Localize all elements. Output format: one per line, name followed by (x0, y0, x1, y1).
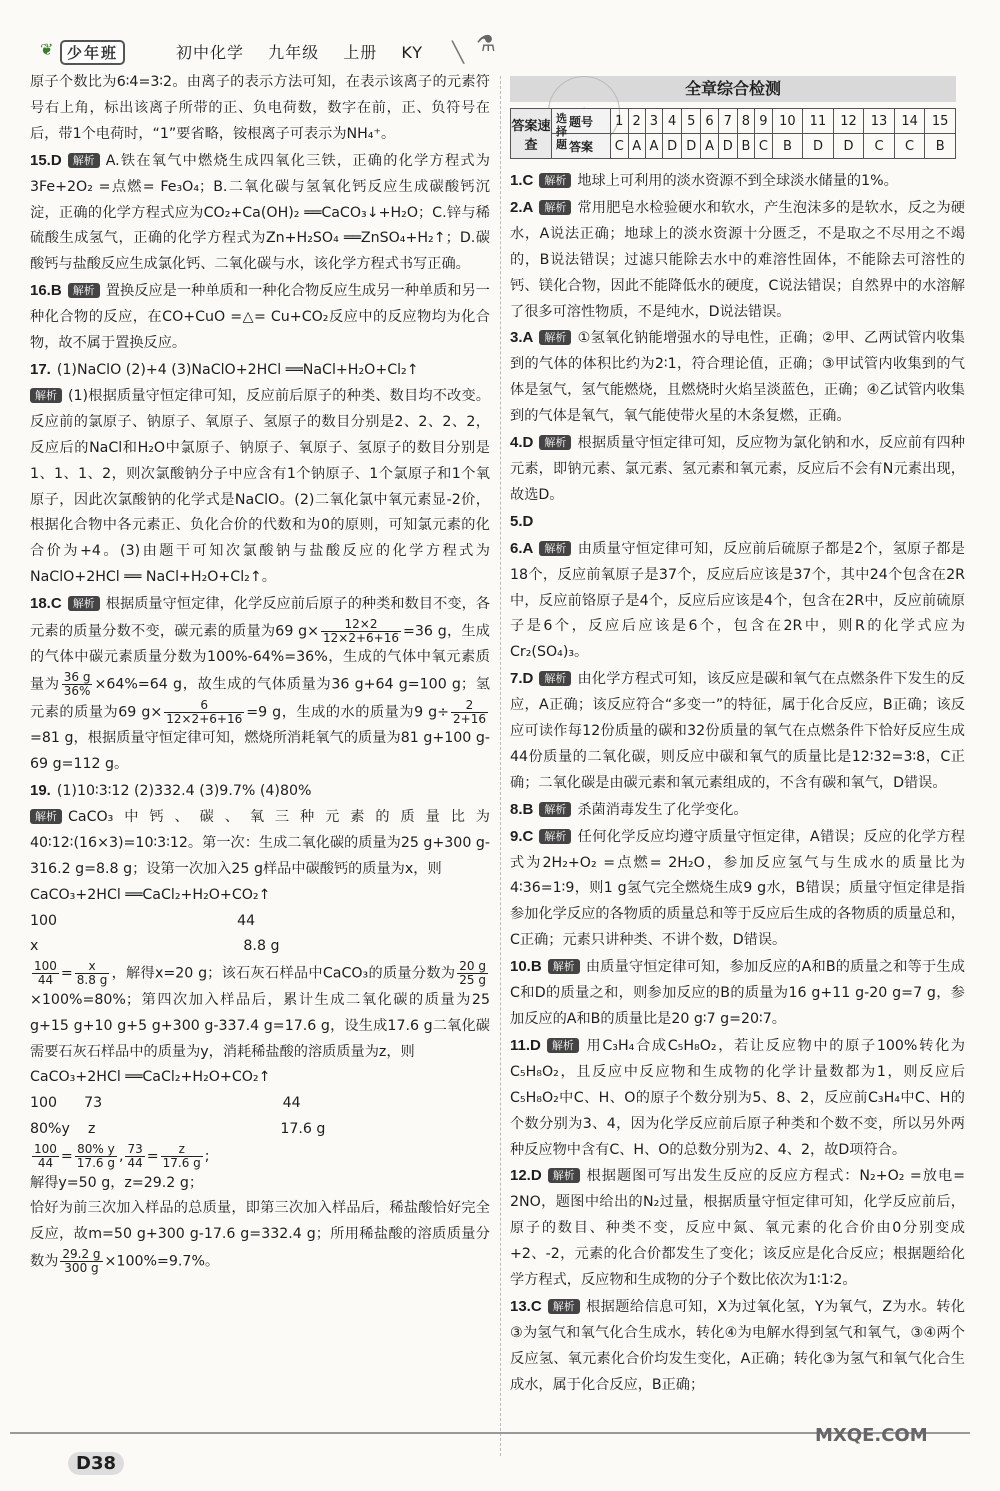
question-number: 19. (30, 781, 51, 799)
equation-masses: 100 44 (30, 912, 256, 929)
question-number: 15.D (30, 151, 62, 169)
section-label: 选择题 (556, 112, 567, 151)
brand-name: 少年班 (60, 40, 125, 65)
question-number: 13.C (510, 1297, 542, 1315)
page-header (0, 0, 1000, 72)
brand-logo (38, 34, 168, 66)
label-question-number: 题号 (552, 109, 611, 134)
fraction: $\frac{6}{12\times 2+6+16}$ (166, 697, 243, 726)
question-number: 2.A (510, 198, 534, 216)
column-divider (500, 76, 501, 1456)
slash-decoration-icon: ╲ (452, 40, 465, 64)
answer-text: (1)根据质量守恒定律可知，反应前后原子的种类、数目均不改变。反应前的氯原子、钠原子、氧原子、氢原子的数目分别是2、2、2、2，反应后的NaCl和H₂O中氯原子、钠原子、氧原子、氢原子的数目分别是1、1、1、2，则次氯酸钠分子中应含有1个钠原子、1个氯原子和1个氧原子，因此次氯酸钠的化学式是NaClO。(2)二氧化氯中氧元素显-2价，根据化合物中各元素正、负化合价的代数和为0的原则，可知氯元素的化合价为+4。(3)由题干可知次氯酸钠与盐酸反应的化学方程式为NaClO+2HCl ══ NaCl+H₂O+Cl₂↑。 (30, 387, 490, 586)
question-number: 16.B (30, 282, 62, 300)
analysis-tag: 解析 (539, 330, 571, 345)
question-number: 17. (30, 360, 51, 378)
equation: CaCO₃+2HCl ══CaCl₂+H₂O+CO₂↑ (30, 1069, 271, 1086)
question-number: 7.D (510, 670, 534, 688)
question-number: 1.C (510, 172, 534, 189)
analysis-tag: 解析 (539, 829, 571, 844)
page-number: D38 (68, 1452, 124, 1475)
question-number: 6.A (510, 539, 534, 557)
book-title (176, 40, 441, 63)
label-answer: 答案 (552, 134, 611, 159)
answer-text: =36 g，生成的气体中碳元素质量分数为100%-64%=36%，生成的气体中氧元素质量为 (30, 623, 490, 693)
equation: CaCO₃+2HCl ══CaCl₂+H₂O+CO₂↑ (30, 886, 271, 903)
analysis-tag: 解析 (547, 1038, 579, 1053)
answer-summary: (1)10∶3∶12 (2)332.4 (3)9.7% (4)80% (56, 782, 312, 799)
question-number: 10.B (510, 958, 542, 976)
answer-text: A.铁在氧气中燃烧生成四氧化三铁，正确的化学方程式为3Fe+2O₂ =点燃= Fe₃O₄；B.二氧化碳与氢氧化钙反应生成碳酸钙沉淀，正确的化学方程式应为CO₂+Ca(OH)₂ ══CaCO₃↓+H₂O；C.锌与稀硫酸生成氢气，正确的化学方程式为Zn+H₂SO₄ ══ZnSO₄+H₂↑；D.碳酸钙与盐酸反应生成氯化钙、二氧化碳与水，该化学方程式书写正确。 (30, 152, 490, 273)
leaf-icon: ❦ (40, 40, 54, 59)
answer-text: ，解得x=20 g；该石灰石样品中CaCO₃的质量分数为 (111, 965, 456, 982)
fraction: $\frac{z}{17.6 g}$ (162, 1142, 201, 1171)
fraction: $\frac{29.2 g}{300 g}$ (62, 1247, 101, 1276)
answer-text: 根据质量守恒定律，化学反应前后原子的种类和数目不变，各元素的质量分数不变，碳元素的质量为69 g× (30, 596, 490, 640)
fraction: $\frac{20 g}{25 g}$ (459, 959, 486, 988)
subject: 初中化学 (176, 43, 245, 62)
edition: KY (401, 43, 424, 62)
fraction: $\frac{36 g}{36\%}$ (63, 670, 91, 699)
answer-text: 根据题给信息可知，X为过氧化氢，Y为氧气，Z为水。转化③为氢气和氧气化合生成水，转化④为电解水得到氢气和氧气，③④两个反应氢、氧元素化合价均发生变化，A正确；转化③为氢气和氧气化合生成水，属于化合反应，B正确； (510, 1298, 965, 1393)
answer-text: 地球上可利用的淡水资源不到全球淡水储量的1%。 (577, 173, 898, 189)
answer-text: 根据质量守恒定律可知，反应物为氯化钠和水，反应前有四种元素，即钠元素、氯元素、氢元素和氧元素，反应后不会有N元素出现，故选D。 (510, 435, 965, 503)
volume: 上册 (343, 43, 378, 62)
analysis-tag: 解析 (539, 200, 571, 215)
analysis-tag: 解析 (539, 435, 571, 450)
fraction: $\frac{12\times 2}{12\times 2+6+16}$ (323, 617, 399, 646)
question-number: 8.B (510, 800, 534, 818)
fraction: $\frac{x}{8.8 g}$ (76, 959, 108, 988)
answer-text: 用C₃H₄合成C₅H₈O₂，若让反应物中的原子100%转化为C₅H₈O₂，且反应中反应物和生成物的化学计量数都为1，则反应后C₅H₈O₂中C、H、O的原子个数分别为5、8、2，反应前C₃H₄中C、H的个数分别为3、4，因为化学反应前后原子种类和个数不变，所以另外两种反应物中含有C、H、O的总数分别为2、4、2，故D项符合。 (510, 1037, 965, 1158)
left-column: 原子个数比为6∶4=3∶2。由离子的表示方法可知，在表示该离子的元素符号右上角，标出该离子所带的正、负电荷数，数字在前，正、负符号在后，带1个电荷时，“1”要省略，铵根离子可表示为NH₄⁺。 15.D 解析 A.铁在氧气中燃烧生成四氧化三铁，正确的化学方程式为3Fe+2O₂ =点燃= Fe₃O₄；B.二氧化碳与氢氧化钙反应生成碳酸钙沉淀，正确的化学方程式应为CO₂+Ca(OH)₂ ══CaCO₃↓+H₂O；C.锌与稀硫酸生成氢气，正确的化学方程式为Zn+H₂SO₄ ══ZnSO₄+H₂↑；D.碳酸钙与盐酸反应生成氯化钙、二氧化碳与水，该化学方程式书写正确。 16.B 解析 置换反应是一种单质和一种化合物反应生成另一种单质和另一种化合物的反应，在CO+CuO =△= Cu+CO₂反应中的反应物均为化合物，故不属于置换反应。 17. (1)NaClO (2)+4 (3)NaClO+2HCl ══NaCl+H₂O+Cl₂↑ 解析 (1)根据质量守恒定律可知，反应前后原子的种类、数目均不改变。反应前的氯原子、钠原子、氧原子、氢原子的数目分别是2、2、2、2，反应后的NaCl和H₂O中氯原子、钠原子、氧原子、氢原子的数目分别是1、1、1、2，则次氯酸钠分子中应含有1个钠原子、1个氯原子和1个氧原子，因此次氯酸钠的化学式是NaClO。(2)二氧化氯中氧元素显-2价，根据化合物中各元素正、负化合价的代数和为0的原则，可知氯元素的化合价为+4。(3)由题干可知次氯酸钠与盐酸反应的化学方程式为NaClO+2HCl ══ NaCl+H₂O+Cl₂↑。 18.C 解析 根据质量守恒定律，化学反应前后原子的种类和数目不变，各元素的质量分数不变，碳元素的质量为69 g× $\frac{12\times 2}{12\times 2+6+16}$ =36 g，生成的气体中碳元素质量分数为100%-64%=36%，生成的气体中氧元素质量为 $\frac{36 g}{36\%}$ ×64%=64 g，故生成的气体质量为36 g+64 g=100 g；氢元素的质量为69 g× $\frac{6}{12\times 2+6+16}$ =9 g，生成的水的质量为9 g÷ $\frac{2}{2+16}$ =81 g，根据质量守恒定律可知，燃烧所消耗氧气的质量为81 g+100 g-69 g=112 g。 19. (1)10∶3∶12 (2)332.4 (3)9.7% (4)80% 解析 CaCO₃中钙、碳、氧三种元素的质量比为40∶12∶(16×3)=10∶3∶12。第一次：生成二氧化碳的质量为25 g+300 g-316.2 g=8.8 g；设第一次加入25 g样品中碳酸钙的质量为x，则 CaCO₃+2HCl ══CaCl₂+H₂O+CO₂↑ 100 44 x 8.8 g $\frac{100}{44}$ = $\frac{x}{8.8 g}$ ，解得x=20 g；该石灰石样品中CaCO₃的质量分数为 $\frac{20 g}{25 g}$ ×100%=80%；第四次加入样品后，累计生成二氧化碳的质量为25 g+15 g+10 g+5 g+300 g-337.4 g=17.6 g，设生成17.6 g二氧化碳需要石灰石样品中的质量为y，消耗稀盐酸的溶质质量为z，则 CaCO₃+2HCl ══CaCl₂+H₂O+CO₂↑ 100 73 44 80%y z 17.6 g $\frac{100}{44}$ = $\frac{80\% y}{17.6 g}$ , $\frac{73}{44}$ = $\frac{z}{17.6 g}$ ; 解得y=50 g，z=29.2 g； 恰好为前三次加入样品的总质量，即第三次加入样品后，稀盐酸恰好完全反应，故m=50 g+300 g-17.6 g=332.4 g；所用稀盐酸的溶质质量分数为 $\frac{29.2 g}{300 g}$ ×100%=9.7%。 (30, 70, 490, 1276)
question-number: 9.C (510, 827, 534, 845)
answer-summary: (1)NaClO (2)+4 (3)NaClO+2HCl ══NaCl+H₂O+Cl₂↑ (56, 361, 419, 378)
answer-text: 恰好为前三次加入样品的总质量，即第三次加入样品后，稀盐酸恰好完全反应，故m=50 g+300 g-17.6 g=332.4 g；所用稀盐酸的溶质质量分数为 (30, 1200, 490, 1270)
analysis-tag: 解析 (30, 809, 62, 824)
equation-values: 80%y z 17.6 g (30, 1121, 326, 1138)
analysis-tag: 解析 (539, 173, 571, 188)
answer-text: 常用肥皂水检验硬水和软水，产生泡沫多的是软水，反之为硬水，A说法正确；地球上的淡水资源十分匮乏，不是取之不尽用之不竭的，B说法错误；过滤只能除去水中的难溶性固体，不能除去可溶性的钙、镁化合物，因此不能降低水的硬度，C说法错误；自然界中的水溶解了很多可溶性物质，不是纯水，D说法错误。 (510, 199, 965, 320)
analysis-tag: 解析 (548, 1299, 580, 1314)
right-column (510, 168, 965, 1399)
equation-masses: 100 73 44 (30, 1095, 301, 1112)
answer-text: 解得y=50 g，z=29.2 g； (30, 1174, 204, 1191)
answer-text: ×100%=9.7%。 (104, 1253, 220, 1270)
analysis-tag: 解析 (539, 541, 571, 556)
analysis-tag: 解析 (548, 1168, 580, 1183)
question-number: 3.A (510, 329, 534, 347)
answer-text: ①氢氧化钠能增强水的导电性，正确；②甲、乙两试管内收集到的气体的体积比约为2∶1，符合理论值，正确；③甲试管内收集到的气体是氢气，氢气能燃烧，且燃烧时火焰呈淡蓝色，正确；④乙试管内收集到的气体是氧气，氧气能使带火星的木条复燃，正确。 (510, 330, 965, 425)
fraction: $\frac{73}{44}$ (127, 1142, 143, 1171)
continued-text: 原子个数比为6∶4=3∶2。由离子的表示方法可知，在表示该离子的元素符号右上角，标出该离子所带的正、负电荷数，数字在前，正、负符号在后，带1个电荷时，“1”要省略，铵根离子可表示为NH₄⁺。 (30, 74, 490, 142)
question-number: 4.D (510, 434, 534, 452)
answer-quick-check-table: 答案速查 题号 1 2 3 4 5 6 7 8 9 10 11 12 13 14 15 答案 C A A D D A D B C B D D C C B (510, 108, 956, 159)
equation-values: x 8.8 g (30, 938, 280, 955)
fraction: $\frac{80\% y}{17.6 g}$ (76, 1142, 115, 1171)
answer-text: CaCO₃中钙、碳、氧三种元素的质量比为40∶12∶(16×3)=10∶3∶12。第一次：生成二氧化碳的质量为25 g+300 g-316.2 g=8.8 g；设第一次加入25 g样品中碳酸钙的质量为x，则 (30, 808, 490, 877)
answer-text: 任何化学反应均遵守质量守恒定律，A错误；反应的化学方程式为2H₂+O₂ =点燃= 2H₂O，参加反应氢气与生成水的质量比为4∶36=1∶9，则1 g氢气完全燃烧生成9 g水，B错误；质量守恒定律是指参加化学反应的各物质的质量总和等于反应后生成的各物质的质量总和，C正确；元素只讲种类、不讲个数，D错误。 (510, 828, 965, 949)
analysis-tag: 解析 (68, 596, 100, 611)
analysis-tag: 解析 (539, 671, 571, 686)
answer-text: =81 g，根据质量守恒定律可知，燃烧所消耗氧气的质量为81 g+100 g-69 g=112 g。 (30, 730, 490, 773)
answer-text: ×64%=64 g，故生成的气体质量为36 g+64 g=100 g；氢元素的质量为69 g× (30, 676, 490, 721)
question-number: 18.C (30, 595, 62, 613)
answer-text: ×100%=80%；第四次加入样品后，累计生成二氧化碳的质量为25 g+15 g+10 g+5 g+300 g-337.4 g=17.6 g，设生成17.6 g二氧化碳需要石灰石样品中的质量为y，消耗稀盐酸的溶质质量为z，则 (30, 991, 490, 1060)
answer-text: =9 g，生成的水的质量为9 g÷ (246, 704, 450, 721)
analysis-tag: 解析 (68, 153, 100, 168)
answer-text: 杀菌消毒发生了化学变化。 (577, 801, 748, 818)
question-number: 12.D (510, 1167, 542, 1185)
answer-text: 由化学方程式可知，该反应是碳和氧气在点燃条件下发生的反应，A正确；该反应符合“多变一”的特征，属于化合反应，B正确；该反应可读作每12份质量的碳和32份质量的氧气在点燃条件下恰好反应生成44份质量的二氧化碳，则反应中碳和氧气的质量比是12∶32=3∶8，C正确；二氧化碳是由碳元素和氧元素组成的，不含有碳和氧气，D错误。 (510, 671, 965, 791)
analysis-tag: 解析 (539, 802, 571, 817)
section-title: 全章综合检测 (510, 76, 956, 102)
answer-text: 由质量守恒定律可知，反应前后硫原子都是2个，氢原子都是18个，反应前氧原子是37个，反应后应该是37个，其中24个包含在2R中，反应前铬原子是4个，反应后应该是4个，包含在2R中，反应前硫原子是6个，反应后应该是6个，包含在2R中，则R的化学式应为Cr₂(SO₄)₃。 (510, 540, 965, 661)
question-number: 11.D (510, 1036, 541, 1054)
flask-decoration-icon: ⚗ (476, 32, 496, 57)
watermark-site: MXQE.COM (815, 1425, 928, 1446)
question-number: 5.D (510, 512, 534, 530)
analysis-tag: 解析 (68, 283, 100, 298)
analysis-tag: 解析 (30, 388, 62, 403)
grade: 九年级 (268, 43, 320, 62)
fraction: $\frac{100}{44}$ (34, 1142, 57, 1171)
fraction: $\frac{100}{44}$ (34, 959, 57, 988)
answer-text: 根据题图可写出发生反应的反应方程式：N₂+O₂ =放电= 2NO，题图中给出的N₂过量，根据质量守恒定律可知，化学反应前后，原子的数目、种类不变，反应中氮、氧元素的化合价由0分别变成+2、-2，元素的化合价都发生了变化；该反应是化合反应；根据题给化学方程式，反应物和生成物的分子个数比依次为1∶1∶2。 (510, 1168, 965, 1289)
fraction: $\frac{2}{2+16}$ (453, 697, 486, 726)
analysis-tag: 解析 (548, 959, 580, 974)
answer-text: 由质量守恒定律可知，参加反应的A和B的质量之和等于生成C和D的质量之和，则参加反应的B的质量为16 g+11 g-20 g=7 g，参加反应的A和B的质量比是20 g∶7 g=20∶7。 (510, 959, 965, 1027)
table-row-label: 答案速查 (511, 109, 552, 159)
answer-text: 置换反应是一种单质和一种化合物反应生成另一种单质和另一种化合物的反应，在CO+CuO =△= Cu+CO₂反应中的反应物均为化合物，故不属于置换反应。 (30, 283, 490, 352)
